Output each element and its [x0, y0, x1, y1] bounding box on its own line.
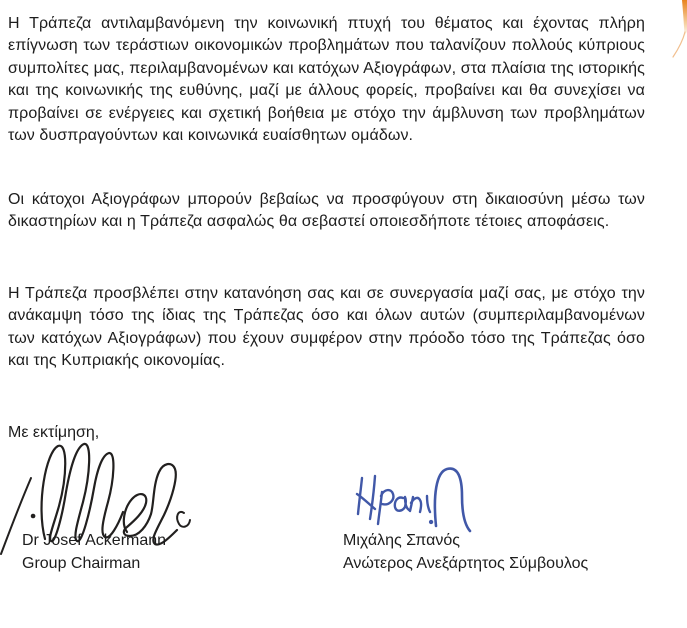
signatory-name: Μιχάλης Σπανός: [343, 532, 460, 549]
signatory-title: Group Chairman: [22, 554, 141, 572]
signatory-title: Ανώτερος Ανεξάρτητος Σύμβουλος: [343, 554, 589, 572]
letter-paragraph-2: Οι κάτοχοι Αξιογράφων μπορούν βεβαίως να προσφύγουν στη δικαιοσύνη μέσω των δικαστηρίων και η Τράπεζα ασφαλώς θα σεβαστεί οποιεσδήποτε τέτοιες αποφάσεις.: [8, 191, 645, 231]
corner-accent-graphic: [671, 0, 687, 60]
letter-paragraph-1: Η Τράπεζα αντιλαμβανόμενη την κοινωνική πτυχή του θέματος και έχοντας πλήρη επίγνωση των τεράστιων οικονομικών προβλημάτων που ταλανίζουν πολλούς κύπριους συμπολίτες μας, περιλαμβανομένων και κατόχων Αξιογράφων, στα πλαίσια της ιστορικής και της κοινωνικής της ευθύνης, μαζί με άλλους φορείς, προβαίνει και θα συνεχίσει να προβαίνει σε ενέργειες και σχετική βοήθεια με στόχο την άμβλυνση των προβλημάτων των δυσπραγούντων και κοινωνικά ευαίσθητων ομάδων.: [8, 15, 645, 145]
signatory-name: Dr Josef Ackermann: [22, 532, 167, 549]
signatory-block-ackermann: [22, 530, 166, 576]
signatory-block-spanos: [343, 530, 588, 576]
spanos-signature-image: [348, 458, 488, 536]
letter-paragraph-3: Η Τράπεζα προσβλέπει στην κατανόηση σας και σε συνεργασία μαζί σας, με στόχο την ανάκαμψη τόσο της ίδιας της Τράπεζας όσο και όλων αυτών (συμπεριλαμβανομένων των κατόχων Αξιογράφων) που έχουν συμφέρον στην πρόοδο τόσο της Τράπεζας όσο και της Κυπριακής οικονομίας.: [8, 285, 645, 370]
closing-salutation: Με εκτίμηση,: [8, 424, 100, 441]
